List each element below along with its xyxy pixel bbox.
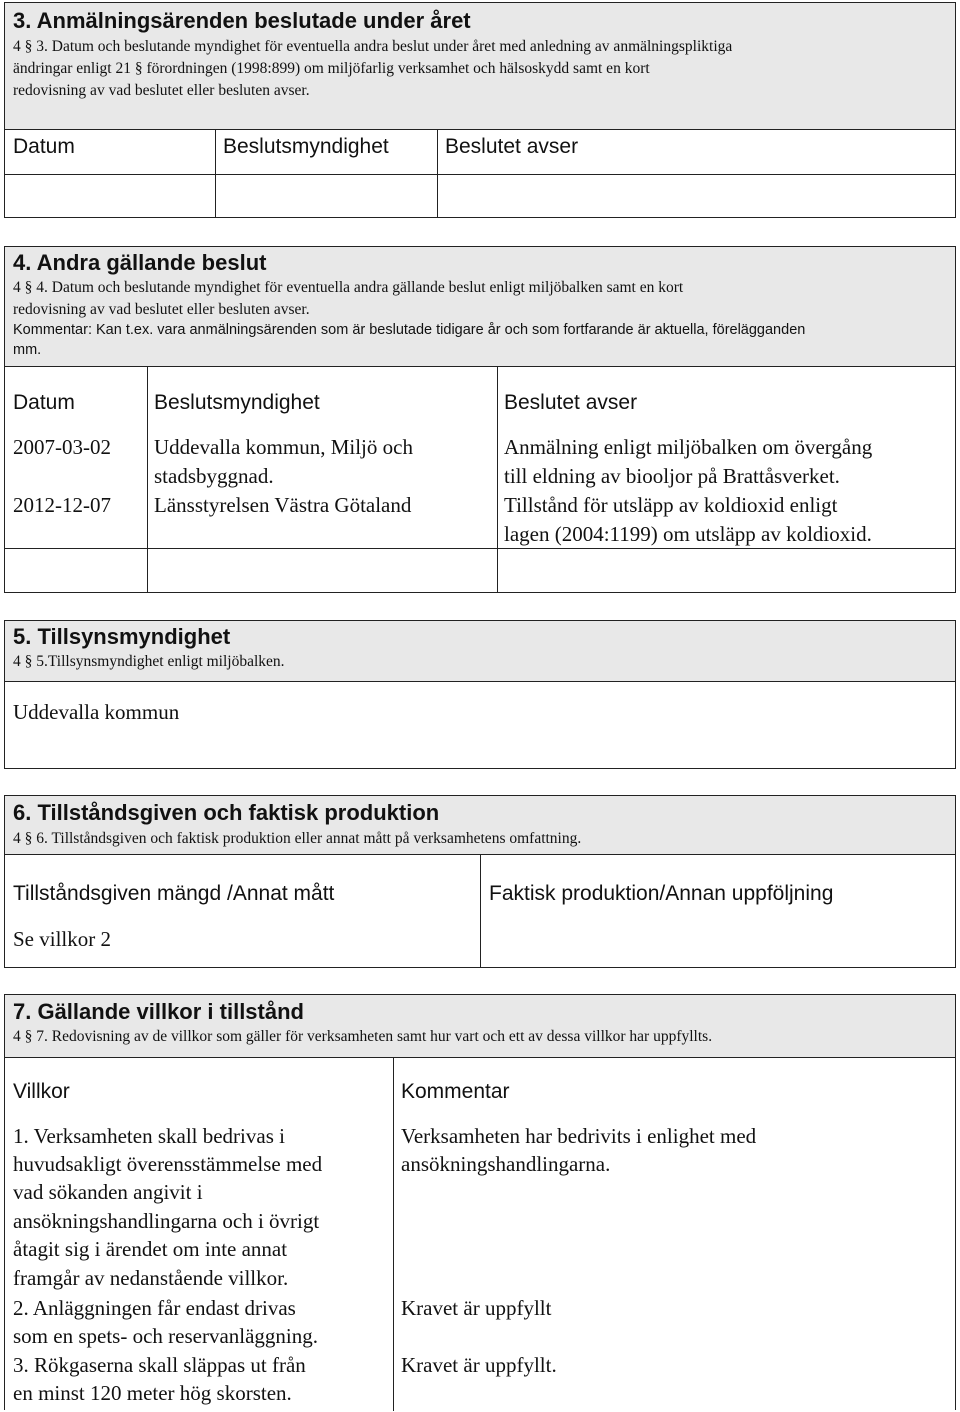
section-4-table [4,366,956,593]
s6-col2: Faktisk produktion/Annan uppföljning [489,882,834,905]
s4-row1-avser-line2: till eldning av biooljor på Brattåsverket. [504,464,840,488]
s4-row2-myndighet-line1: Länsstyrelsen Västra Götaland [154,493,412,517]
s7-r2-villkor-2: som en spets- och reservanläggning. [13,1324,319,1348]
section-4-desc-line2: redovisning av vad beslutet eller besluten avser. [13,301,310,318]
section-4-title: 4. Andra gällande beslut [13,250,267,275]
s7-r1-villkor-3: vad sökanden angivit i [13,1180,203,1204]
section-3-table [4,129,956,218]
section-5-desc-line1: 4 § 5.Tillsynsmyndighet enligt miljöbalken. [13,653,285,670]
s4-row1-avser-line1: Anmälning enligt miljöbalken om övergång [504,435,873,459]
section-4-comment-line2: mm. [13,342,42,358]
section-5-title: 5. Tillsynsmyndighet [13,624,231,649]
section-7-header [4,994,956,1058]
s7-r3-villkor-1: 3. Rökgaserna skall släppas ut från [13,1353,306,1377]
s3-col-myndighet: Beslutsmyndighet [223,135,389,158]
s7-r3-kommentar-1: Kravet är uppfyllt. [401,1353,557,1377]
s7-col-kommentar: Kommentar [401,1080,510,1103]
s7-col-villkor: Villkor [13,1080,70,1103]
s6-col1: Tillståndsgiven mängd /Annat mått [13,882,335,905]
s4-row1-datum: 2007-03-02 [13,435,111,459]
s7-r1-kommentar-1: Verksamheten har bedrivits i enlighet med [401,1124,757,1148]
s5-value: Uddevalla kommun [13,700,180,724]
s7-r1-villkor-2: huvudsakligt överensstämmelse med [13,1152,323,1176]
s7-r3-villkor-2: en minst 120 meter hög skorsten. [13,1381,292,1405]
s4-row1-myndighet-line1: Uddevalla kommun, Miljö och [154,435,413,459]
s7-r1-kommentar-2: ansökningshandlingarna. [401,1152,611,1176]
s7-r1-villkor-6: framgår av nedanstående villkor. [13,1266,289,1290]
s7-r1-villkor-4: ansökningshandlingarna och i övrigt [13,1209,320,1233]
s7-r2-villkor-1: 2. Anläggningen får endast drivas [13,1296,296,1320]
section-3-title: 3. Anmälningsärenden beslutade under året [13,8,471,33]
section-6-header [4,795,956,855]
s3-col-avser: Beslutet avser [445,135,579,158]
section-3-desc-line1: 4 § 3. Datum och beslutande myndighet för eventuella andra beslut under året med anledning av anmälningspliktiga [13,38,733,55]
section-6-title: 6. Tillståndsgiven och faktisk produktion [13,800,440,825]
s7-r1-villkor-1: 1. Verksamheten skall bedrivas i [13,1124,285,1148]
s4-col-datum: Datum [13,391,75,414]
section-5-header [4,620,956,682]
s3-col-datum: Datum [13,135,75,158]
s4-col-avser: Beslutet avser [504,391,638,414]
section-6-table [4,854,956,968]
section-4-comment-line1: Kommentar: Kan t.ex. vara anmälningsärenden som är beslutade tidigare år och som fortfarande är aktuella, förelägganden [13,322,806,338]
section-5-value-box [4,681,956,769]
section-7-desc-line1: 4 § 7. Redovisning av de villkor som gäller för verksamheten samt hur vart och ett av dessa villkor har uppfyllts. [13,1028,713,1045]
s4-col-myndighet: Beslutsmyndighet [154,391,320,414]
section-3-desc-line2: ändringar enligt 21 § förordningen (1998:899) om miljöfarlig verksamhet och hälsoskydd samt en kort [13,60,650,77]
s4-row2-datum: 2012-12-07 [13,493,111,517]
section-6-desc-line1: 4 § 6. Tillståndsgiven och faktisk produktion eller annat mått på verksamhetens omfattning. [13,830,582,847]
s4-row1-myndighet-line2: stadsbyggnad. [154,464,274,488]
section-4-desc-line1: 4 § 4. Datum och beslutande myndighet för eventuella andra gällande beslut enligt miljöbalken samt en kort [13,279,684,296]
s7-r2-kommentar-1: Kravet är uppfyllt [401,1296,552,1320]
section-3-header [4,2,956,130]
section-4-header [4,246,956,367]
section-7-table [4,1057,956,1410]
s7-r1-villkor-5: åtagit sig i ärendet om inte annat [13,1237,288,1261]
section-3-desc-line3: redovisning av vad beslutet eller besluten avser. [13,82,310,99]
s6-val1: Se villkor 2 [13,927,111,951]
s4-row2-avser-line1: Tillstånd för utsläpp av koldioxid enligt [504,493,838,517]
section-7-title: 7. Gällande villkor i tillstånd [13,999,304,1024]
s4-row2-avser-line2: lagen (2004:1199) om utsläpp av koldioxid. [504,522,872,546]
